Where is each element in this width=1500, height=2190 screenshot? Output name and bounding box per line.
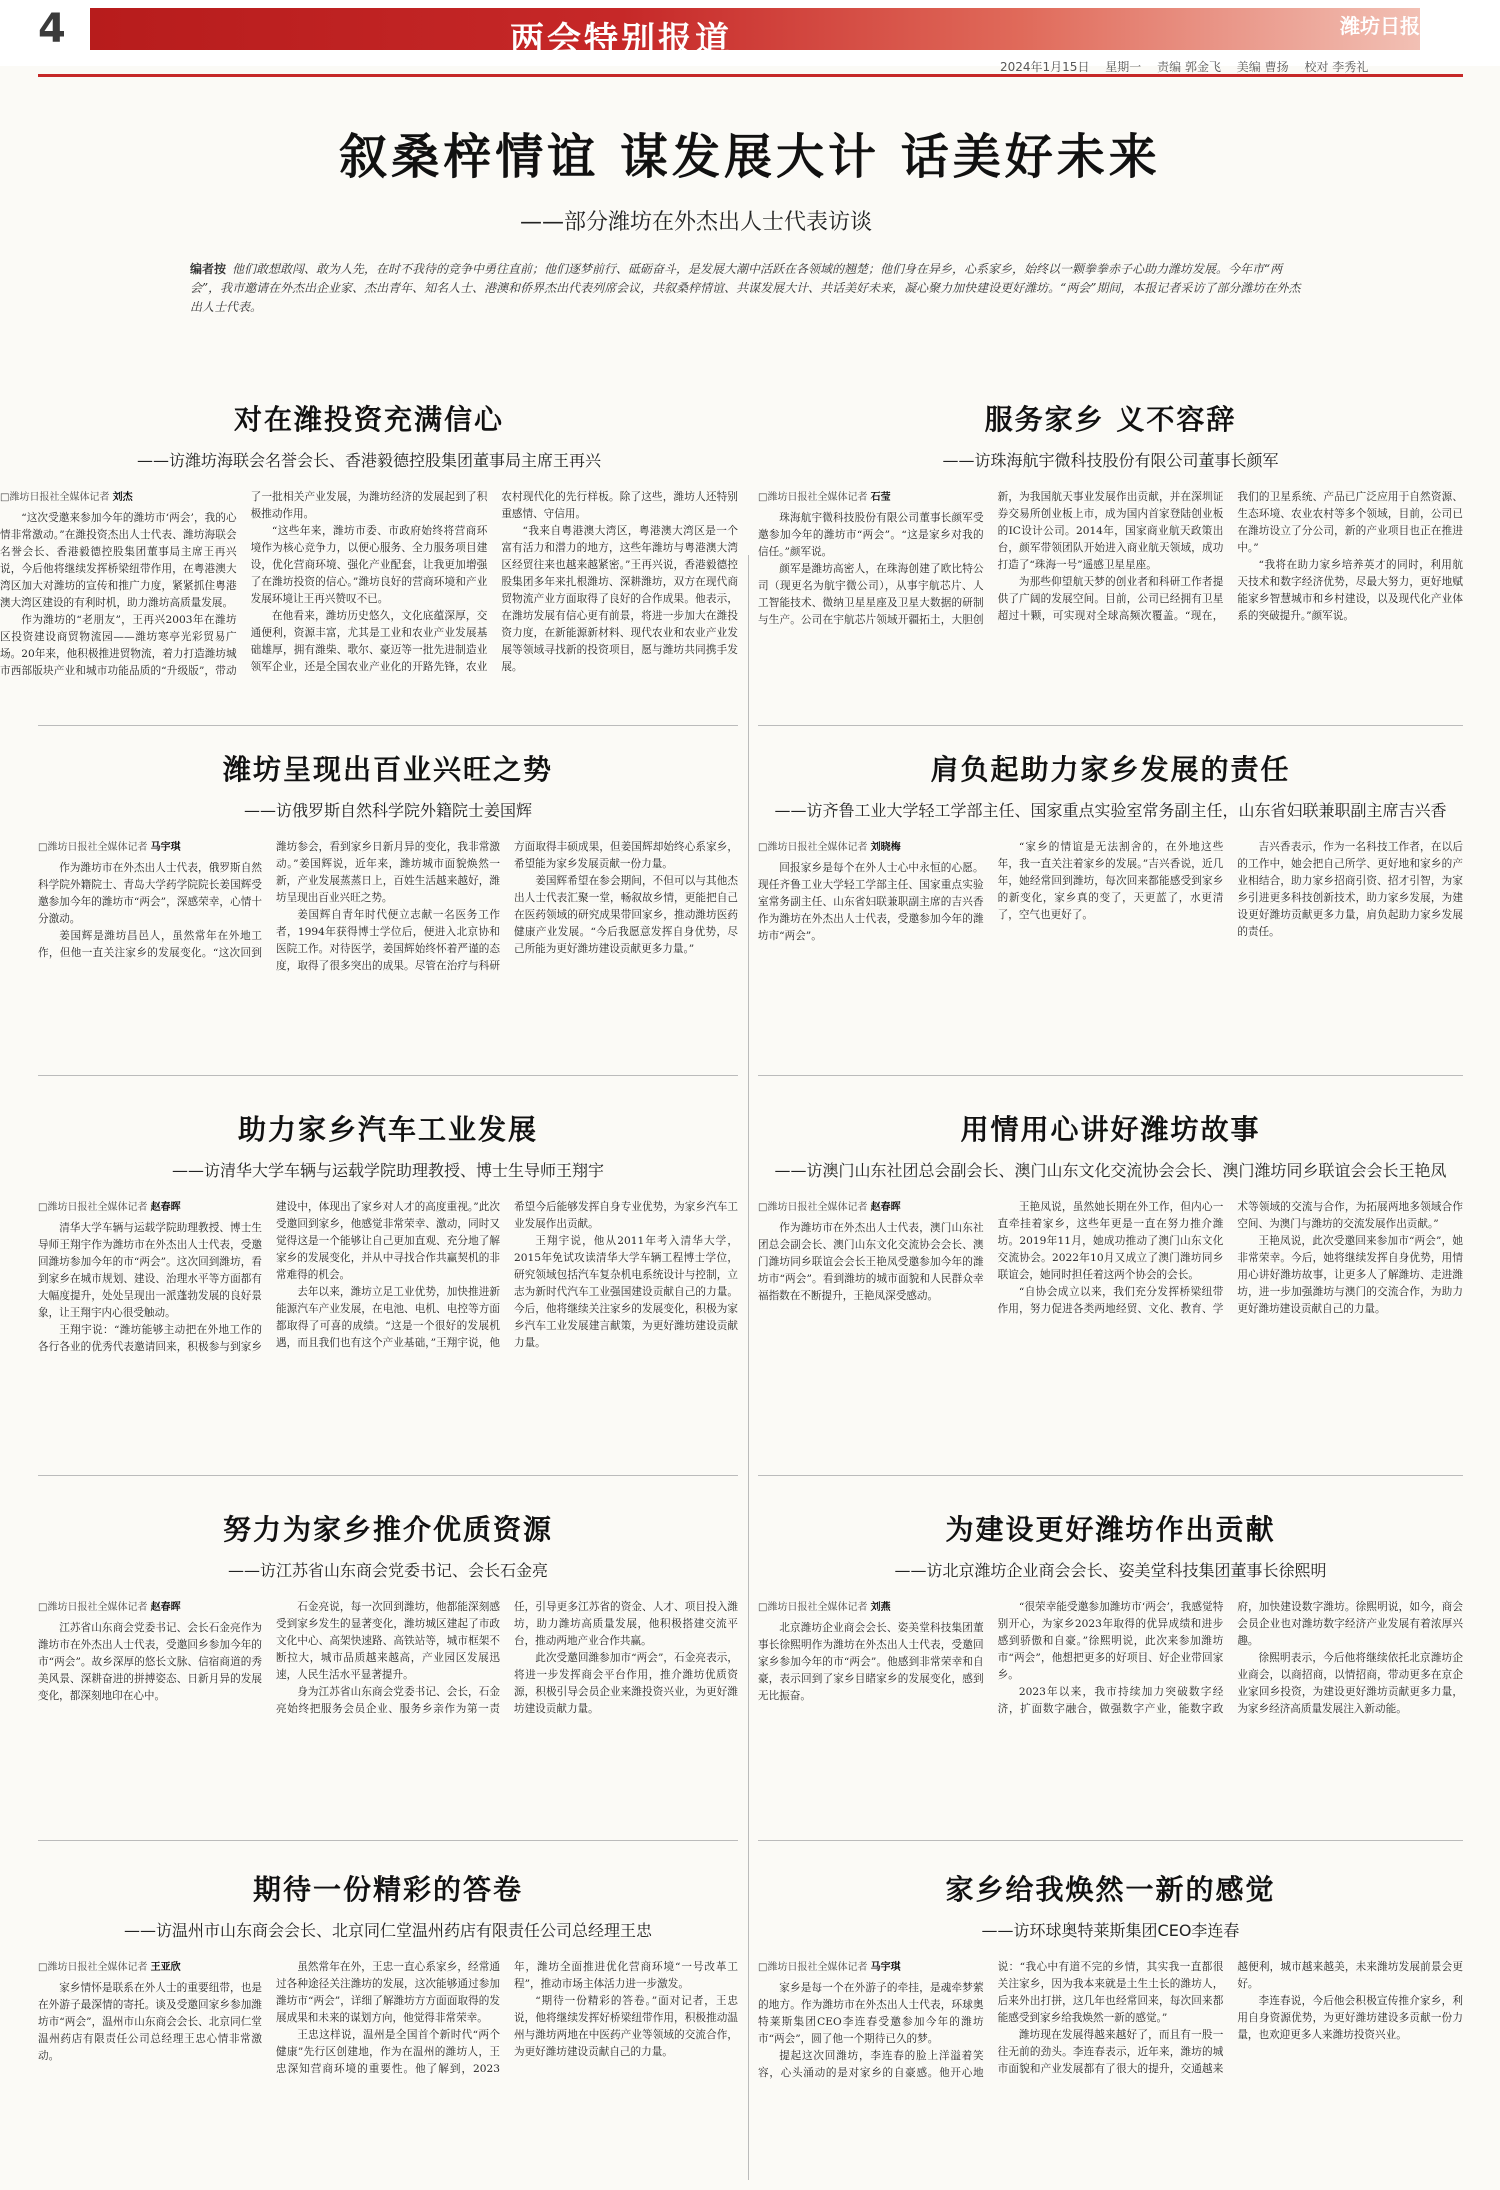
reporter-name: 马宇琪 (870, 1962, 901, 1973)
article-paragraph: 李连春说，今后他会积极宣传推介家乡，利用自身资源优势，为更好潍坊建设多贡献一份力量，也欢迎更多人来潍坊投资兴业。 (1237, 1995, 1463, 2041)
article-paragraph: “期待一份精彩的答卷。”面对记者，王忠说，他将继续发挥好桥梁纽带作用，积极推动温州与潍坊两地在中医药产业等领域的交流合作，为更好潍坊建设贡献自己的力量。 (514, 1995, 738, 2058)
article (758, 398, 1463, 744)
article (758, 748, 1463, 1039)
article-paragraph: 家乡是每一个在外游子的牵挂，是魂牵梦萦的地方。作为潍坊市在外杰出人士代表，环球奥特莱斯集团CEO李连春受邀参加今年的潍坊市“两会”，圆了他一个期待已久的梦。 (758, 1982, 984, 2045)
reporter-name: 刘晓梅 (870, 842, 901, 853)
section-title: 两会特别报道 (510, 20, 732, 60)
article-paragraph: 为那些仰望航天梦的创业者和科研工作者提供了广阔的发展空间。目前，公司已经拥有卫星超过十颗，可实现对全球高频次覆盖。“现在，我们的卫星系统、产品已广泛应用于自然资源、生态环境、农业农村等多个领域，目前，公司已在潍坊设立了分公司，新的产业项目也正在推进中。” (997, 491, 1463, 622)
feature-subtitle: ——部分潍坊在外杰出人士代表访谈 (520, 210, 873, 235)
article-title: 潍坊呈现出百业兴旺之势 (222, 753, 553, 786)
article-body (758, 839, 1463, 1039)
article-byline (0, 489, 237, 506)
article-subtitle: ——访潍坊海联会名誉会长、香港毅德控股集团董事局主席王再兴 (136, 451, 601, 470)
article-paragraph: 王翔宇说，他从2011年考入清华大学，2015年免试攻读清华大学车辆工程博士学位，研究领域包括汽车复杂机电系统设计与控制，立志为新时代汽车工业强国建设贡献自己的力量。今后，他将继续关注家乡的发展变化，积极为家乡汽车工业发展建言献策，为更好潍坊建设贡献力量。 (514, 1235, 738, 1349)
article-title: 对在潍投资充满信心 (233, 403, 504, 436)
article-paragraph: 潍坊现在发展得越来越好了，而且有一股一往无前的劲头。李连春表示，近年来，潍坊的城市面貌和产业发展都有了很大的提升，交通越来越便利，城市越来越美，未来潍坊发展前景会更好。 (997, 1961, 1463, 2075)
feature-title: 叙桑梓情谊 谋发展大计 话美好未来 (339, 129, 1161, 185)
article-paragraph: 王艳凤说，虽然她长期在外工作，但内心一直牵挂着家乡，这些年更是一直在努力推介潍坊。2019年11月，她成功推动了澳门山东文化交流协会。2022年10月又成立了澳门潍坊同乡联谊会，她同时担任着这两个协会的会长。 (997, 1201, 1224, 1281)
article-byline (38, 1599, 262, 1616)
issue-weekday: 星期一 (1105, 60, 1142, 74)
article-paragraph: 徐熙明表示，今后他将继续依托北京潍坊企业商会，以商招商，以情招商，带动更多在京企业家回乡投资，为建设更好潍坊贡献更多力量，为家乡经济高质量发展注入新动能。 (1237, 1652, 1463, 1715)
article-byline (758, 1959, 984, 1976)
byline-label: □潍坊日报社全媒体记者 (38, 1962, 148, 1973)
article (758, 1868, 1463, 2179)
article-paragraph: 回报家乡是每个在外人士心中永恒的心愿。现任齐鲁工业大学轻工学部主任、国家重点实验室常务副主任、山东省妇联兼职副主席的吉兴香作为潍坊在外杰出人士代表，受邀参加今年的潍坊市“两会”。 (758, 862, 984, 942)
article (38, 748, 738, 1084)
page-number: 4 (38, 6, 66, 52)
article-title: 家乡给我焕然一新的感觉 (945, 1873, 1276, 1906)
reporter-name: 刘燕 (870, 1602, 891, 1613)
article-paragraph: “我来自粤港澳大湾区，粤港澳大湾区是一个富有活力和潜力的地方，这些年潍坊与粤港澳大湾区经贸往来也越来越紧密。”王再兴说，香港毅德控股集团多年来扎根潍坊、深耕潍坊，双方在现代商贸物流产业方面取得了良好的合作成果。他表示，在潍坊发展有信心更有前景，将进一步加大在潍投资力度，在新能源新材料、现代农业和农业产业发展等领域寻找新的投资项目，愿与潍坊共同携手发展。 (501, 525, 738, 673)
article-paragraph: 王忠这样说，温州是全国首个新时代“两个健康”先行区创建地，作为在温州的潍坊人，王忠深知营商环境的重要性。他了解到，2023年，潍坊全面推进优化营商环境“一号改革工程”，推动市场主体活力进一步激发。 (276, 1961, 738, 2075)
article (758, 1508, 1463, 1854)
article-paragraph: 虽然常年在外，王忠一直心系家乡，经常通过各种途径关注潍坊的发展，这次能够通过参加潍坊市“两会”，详细了解潍坊方方面面取得的发展成果和未来的谋划方向，他觉得非常荣幸。 (276, 1961, 500, 2024)
article-subtitle: ——访江苏省山东商会党委书记、会长石金亮 (227, 1561, 548, 1580)
article-byline (758, 489, 984, 506)
column-divider (748, 555, 749, 2180)
article-subtitle: ——访珠海航宇微科技股份有限公司董事长颜军 (942, 451, 1279, 470)
article-subtitle: ——访俄罗斯自然科学院外籍院士姜国辉 (243, 801, 532, 820)
article-subtitle: ——访齐鲁工业大学轻工学部主任、国家重点实验室常务副主任，山东省妇联兼职副主席吉兴香 (774, 801, 1447, 820)
article-byline (758, 839, 984, 856)
article-paragraph: 在他看来，潍坊历史悠久，文化底蕴深厚，交通便利，资源丰富，尤其是工业和农业产业发展基础雄厚，拥有潍柴、歌尔、豪迈等一批先进制造业领军企业，还是全国农业产业化的开路先锋，农业农村现代化的先行样板。除了这些，潍坊人还特别重感情、守信用。 (250, 491, 738, 673)
byline-label: □潍坊日报社全媒体记者 (758, 1962, 868, 1973)
article-subtitle: ——访澳门山东社团总会副会长、澳门山东文化交流协会会长、澳门潍坊同乡联谊会会长王艳凤 (774, 1161, 1447, 1180)
issue-meta (1000, 58, 1380, 75)
article-paragraph: 北京潍坊企业商会会长、姿美堂科技集团董事长徐熙明作为潍坊在外杰出人士代表，受邀回家乡参加今年的市“两会”。他感到非常荣幸和自豪，表示回到了家乡目睹家乡的发展变化，感到无比振奋。 (758, 1622, 984, 1702)
article-title: 为建设更好潍坊作出贡献 (945, 1513, 1276, 1546)
article-paragraph: 此次受邀回潍参加市“两会”，石金亮表示，将进一步发挥商会平台作用，推介潍坊优质资源，积极引导会员企业来潍投资兴业，为更好潍坊建设贡献力量。 (514, 1652, 738, 1715)
article (0, 398, 738, 744)
article-paragraph: 作为潍坊市在外杰出人士代表，澳门山东社团总会副会长、澳门山东文化交流协会会长、澳门潍坊同乡联谊会会长王艳凤受邀参加今年的潍坊市“两会”。看到潍坊的城市面貌和人民群众幸福指数在不断提升，王艳凤深受感动。 (758, 1222, 984, 1302)
article (758, 1108, 1463, 1439)
article-subtitle: ——访清华大学车辆与运载学院助理教授、博士生导师王翔宇 (171, 1161, 604, 1180)
article-subtitle: ——访温州市山东商会会长、北京同仁堂温州药店有限责任公司总经理王忠 (123, 1921, 652, 1940)
page-header (0, 0, 1500, 74)
article-paragraph: 吉兴香表示，作为一名科技工作者，在以后的工作中，她会把自己所学、更好地和家乡的产业相结合，助力家乡招商引资、招才引智，为家乡引进更多科技创新技术，助力家乡发展，为建设更好潍坊贡献更多力量，肩负起助力家乡发展的责任。 (1237, 841, 1463, 938)
article-paragraph: “自协会成立以来，我们充分发挥桥梁纽带作用，努力促进各类两地经贸、文化、教育、学术等领域的交流与合作，为拓展两地多领域合作空间、为澳门与潍坊的交流发展作出贡献。” (997, 1201, 1463, 1315)
article-paragraph: 清华大学车辆与运载学院助理教授、博士生导师王翔宇作为潍坊市在外杰出人士代表，受邀回潍坊参加今年的市“两会”。这次回到潍坊，看到家乡在城市规划、建设、治理水平等方面都有大幅度提升，处处呈现出一派蓬勃发展的良好景象，让王翔宇内心很受触动。 (38, 1222, 262, 1319)
byline-label: □潍坊日报社全媒体记者 (758, 492, 868, 503)
article-title: 肩负起助力家乡发展的责任 (930, 753, 1291, 786)
article-title: 服务家乡 义不容辞 (984, 403, 1237, 436)
article-body (38, 1959, 738, 2179)
article-paragraph: 姜国辉是潍坊昌邑人，虽然常年在外地工作，但他一直关注家乡的发展变化。“这次回到潍坊参会，看到家乡日新月异的变化，我非常激动。”姜国辉说，近年来，潍坊城市面貌焕然一新，产业发展蒸蒸日上，百姓生活越来越好，潍坊呈现出百业兴旺之势。 (38, 841, 500, 959)
byline-label: □潍坊日报社全媒体记者 (38, 842, 148, 853)
article-paragraph: 提起这次回潍坊，李连春的脸上洋溢着笑容，心头涌动的是对家乡的自豪感。他开心地说：“我心中有道不完的乡情，其实我一直都很关注家乡，因为我本来就是土生土长的潍坊人，后来外出打拼，这几年也经常回来，每次回来都能感受到家乡给我焕然一新的感觉。” (758, 1961, 1224, 2079)
article-paragraph: 王艳凤说，此次受邀回来参加市“两会”，她非常荣幸。今后，她将继续发挥自身优势，用情用心讲好潍坊故事，让更多人了解潍坊、走进潍坊，进一步加强潍坊与澳门的交流合作，为助力更好潍坊建设贡献自己的力量。 (1237, 1235, 1463, 1315)
reporter-name: 刘杰 (112, 492, 133, 503)
article-byline (38, 1959, 262, 1976)
article-paragraph: 作为潍坊的“老朋友”，王再兴2003年在潍坊区投资建设商贸物流园——潍坊寒亭光彩贸易广场。20年来，他积极推进贸物流，着力打造潍坊城市西部版块产业和城市功能品质的“升级版”，带动了一批相关产业发展，为潍坊经济的发展起到了积极推动作用。 (0, 491, 488, 677)
article (38, 1868, 738, 2179)
byline-label: □潍坊日报社全媒体记者 (38, 1602, 148, 1613)
section-banner (90, 8, 1420, 50)
article-paragraph: 作为潍坊市在外杰出人士代表，俄罗斯自然科学院外籍院士、青岛大学药学院院长姜国辉受邀参加今年的潍坊市“两会”，深感荣幸，心情十分激动。 (38, 862, 262, 925)
reporter-name: 赵春晖 (150, 1602, 181, 1613)
article-paragraph: “这次受邀来参加今年的潍坊市‘两会’，我的心情非常激动。”在潍投资杰出人士代表、潍坊海联会名誉会长、香港毅德控股集团董事局主席王再兴说，今后他将继续发挥桥梁纽带作用，在粤港澳大湾区加大对潍坊的宣传和推广力度，紧紧抓住粤港澳大湾区建设的有利时机，助力潍坊高质量发展。 (0, 512, 237, 609)
newspaper-name: 潍坊日报 (1340, 14, 1420, 38)
section-divider (758, 1075, 1463, 1076)
editor-note (190, 260, 1310, 317)
article-body (758, 1959, 1463, 2179)
section-divider (38, 1475, 738, 1476)
article-body (38, 839, 738, 1084)
article-paragraph: “这些年来，潍坊市委、市政府始终将营商环境作为核心竞争力，以便心服务、全力服务项目建设，优化营商环境、强化产业配套，让我更加增强了在潍坊投资的信心。”潍坊良好的营商环境和产业发展环境让王再兴赞叹不已。 (250, 525, 488, 605)
article-body (38, 1599, 738, 1854)
staff-proofreader: 校对 李秀礼 (1304, 60, 1369, 74)
reporter-name: 赵春晖 (870, 1202, 901, 1213)
article-title: 努力为家乡推介优质资源 (222, 1513, 553, 1546)
article-body (0, 489, 738, 744)
article-paragraph: 颜军是潍坊高密人，在珠海创建了欧比特公司（现更名为航宇微公司），从事宇航芯片、人工智能技术、微纳卫星星座及卫星大数据的研制与生产。公司在宇航芯片领域开疆拓土，大胆创新，为我国航天事业发展作出贡献，并在深圳证券交易所创业板上市，成为国内首家登陆创业板的IC设计公司。2014年，国家商业航天政策出台，颜军带领团队开始进入商业航天领域，成功打造了“珠海一号”遥感卫星星座。 (758, 491, 1224, 626)
article (38, 1108, 738, 1474)
article-paragraph: 江苏省山东商会党委书记、会长石金亮作为潍坊市在外杰出人士代表，受邀回乡参加今年的市“两会”。故乡深厚的悠长文脉、信宿商道的秀美风景、深耕奋进的拼搏姿态、日新月异的发展变化，都深刻地印在心中。 (38, 1622, 262, 1702)
section-divider (758, 1475, 1463, 1476)
article-byline (38, 1199, 262, 1216)
article-paragraph: “很荣幸能受邀参加潍坊市‘两会’，我感觉特别开心，为家乡2023年取得的优异成绩和进步感到骄傲和自豪。”徐熙明说，此次来参加潍坊市“两会”，他想把更多的好项目、好企业带回家乡。 (997, 1601, 1224, 1681)
byline-label: □潍坊日报社全媒体记者 (38, 1202, 148, 1213)
editor-note-text: 他们敢想敢闯、敢为人先，在时不我待的竞争中勇往直前；他们逐梦前行、砥砺奋斗，是发展大潮中活跃在各领域的翘楚；他们身在异乡，心系家乡，始终以一颗拳拳赤子心助力潍坊发展。今年市“两会”，我市邀请在外杰出企业家、杰出青年、知名人士、港澳和侨界杰出代表列席会议，共叙桑梓情谊、共谋发展大计、共话美好未来，凝心聚力加快建设更好潍坊。“两会”期间，本报记者采访了部分潍坊在外杰出人士代表。 (190, 262, 1301, 314)
article-body (758, 489, 1463, 744)
byline-label: □潍坊日报社全媒体记者 (0, 492, 110, 503)
reporter-name: 石莹 (870, 492, 891, 503)
byline-label: □潍坊日报社全媒体记者 (758, 842, 868, 853)
article-paragraph: “我将在助力家乡培养英才的同时，利用航天技术和数字经济优势，尽最大努力，更好地赋能家乡智慧城市和乡村建设，以及现代化产业体系的突破提升。”颜军说。 (1237, 559, 1463, 622)
article-byline (758, 1199, 984, 1216)
article-byline (758, 1599, 984, 1616)
article-title: 助力家乡汽车工业发展 (237, 1113, 538, 1146)
issue-date: 2024年1月15日 (1000, 60, 1090, 74)
article-paragraph: 2023年以来，我市持续加力突破数字经济，扩面数字融合，做强数字产业，能数字政府，加快建设数字潍坊。徐熙明说，如今，商会会员企业也对潍坊数字经济产业发展有着浓厚兴趣。 (997, 1601, 1463, 1715)
editor-label: 编者按 (190, 262, 227, 276)
article-paragraph: 珠海航宇微科技股份有限公司董事长颜军受邀参加今年的潍坊市“两会”。“这是家乡对我的信任。”颜军说。 (758, 512, 984, 558)
reporter-name: 赵春晖 (150, 1202, 181, 1213)
reporter-name: 马宇琪 (150, 842, 181, 853)
article-title: 用情用心讲好潍坊故事 (960, 1113, 1261, 1146)
article-body (758, 1599, 1463, 1854)
staff-designer: 美编 曹扬 (1236, 60, 1289, 74)
article-paragraph: “家乡的情谊是无法割舍的，在外地这些年，我一直关注着家乡的发展。”吉兴香说，近几年，她经常回到潍坊，每次回来都能感受到家乡的新变化，家乡真的变了，天更蓝了，水更清了，空气也更好了。 (997, 841, 1224, 921)
article-subtitle: ——访环球奥特莱斯集团CEO李连春 (981, 1921, 1240, 1940)
article-paragraph: 家乡情怀是联系在外人士的重要纽带，也是在外游子最深情的寄托。谈及受邀回家乡参加潍坊市“两会”，温州市山东商会会长、北京同仁堂温州药店有限责任公司总经理王忠心情非常激动。 (38, 1982, 262, 2062)
staff-editor: 责编 郭金飞 (1157, 60, 1221, 74)
article-paragraph: 姜国辉自青年时代便立志献一名医务工作者，1994年获得博士学位后，便进入北京协和医院工作。对待医学，姜国辉始终怀着严谨的态度，取得了很多突出的成果。尽管在治疗与科研方面取得丰硕成果，但姜国辉却始终心系家乡，希望能为家乡发展贡献一份力量。 (276, 841, 738, 972)
byline-label: □潍坊日报社全媒体记者 (758, 1202, 868, 1213)
byline-label: □潍坊日报社全媒体记者 (758, 1602, 868, 1613)
article-paragraph: 身为江苏省山东商会党委书记、会长，石金亮始终把服务会员企业、服务乡亲作为第一责任，引导更多江苏省的资金、人才、项目投入潍坊，助力潍坊高质量发展，他积极搭建交流平台，推动两地产业合作共赢。 (276, 1601, 738, 1715)
article-paragraph: 姜国辉希望在参会期间，不但可以与其他杰出人士代表汇聚一堂，畅叙故乡情，更能把自己在医药领域的研究成果带回家乡，推动潍坊医药健康产业发展。“今后我愿意发挥自身优势，尽己所能为更好潍坊建设贡献更多力量。” (514, 875, 738, 955)
article (38, 1508, 738, 1854)
article-body (38, 1199, 738, 1474)
article-paragraph: 王翔宇说：“潍坊能够主动把在外地工作的各行各业的优秀代表邀请回来，积极参与到家乡建设中，体现出了家乡对人才的高度重视。”此次受邀回到家乡，他感觉非常荣幸、激动，同时又觉得这是一个能够让自己更加直观、充分地了解家乡的发展变化，并从中寻找合作共赢契机的非常难得的机会。 (38, 1201, 500, 1353)
article-body (758, 1199, 1463, 1439)
article-byline (38, 839, 262, 856)
article-subtitle: ——访北京潍坊企业商会会长、姿美堂科技集团董事长徐熙明 (894, 1561, 1327, 1580)
reporter-name: 王亚欣 (150, 1962, 181, 1973)
article-paragraph: 去年以来，潍坊立足工业优势，加快推进新能源汽车产业发展，在电池、电机、电控等方面都取得了可喜的成绩。“这是一个很好的发展机遇，而且我们也有这个产业基础，”王翔宇说，他希望今后能够发挥自身专业优势，为家乡汽车工业发展作出贡献。 (276, 1201, 738, 1349)
article-paragraph: 石金亮说，每一次回到潍坊，他都能深刻感受到家乡发生的显著变化，潍坊城区建起了市政文化中心、高架快速路、高铁站等，城市框架不断拉大，城市品质越来越高，产业园区发展迅速，人民生活水平显著提升。 (276, 1601, 500, 1681)
header-rule (38, 74, 1463, 77)
article-title: 期待一份精彩的答卷 (252, 1873, 523, 1906)
